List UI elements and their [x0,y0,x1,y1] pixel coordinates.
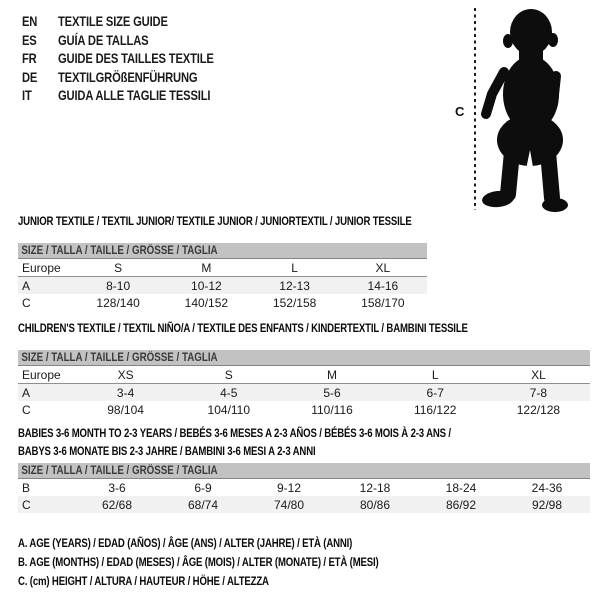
size-cell: 4-5 [220,385,238,400]
size-cell: 3-4 [116,385,135,400]
table-row [18,496,590,513]
table-row [18,259,427,277]
row-label: B [22,480,31,495]
lang-title: TEXTILE SIZE GUIDE [58,13,168,29]
size-cell: 152/158 [272,295,317,310]
size-cell: 128/140 [96,295,140,310]
size-cell: 140/152 [184,295,229,310]
size-cell: 158/170 [361,295,405,310]
size-header-text: SIZE / TALLA / TAILLE / GRÖSSE / TAGLIA [21,464,218,477]
lang-row-fr [22,50,214,66]
footnote-c: C. (cm) HEIGHT / ALTURA / HAUTEUR / HÖHE / ALTEZZA [18,574,269,588]
junior-table-title: JUNIOR TEXTILE / TEXTIL JUNIOR/ TEXTILE JUNIOR / JUNIORTEXTIL / JUNIOR TESSILE [18,214,412,228]
size-cell: M [201,260,212,275]
lang-code: DE [22,68,38,85]
lang-row-de [22,69,197,85]
footnote-a: A. AGE (YEARS) / EDAD (AÑOS) / ÂGE (ANS) / ALTER (JAHRE) / ETÀ (ANNI) [18,536,353,550]
table-row [18,479,590,496]
lang-row-it [22,87,210,103]
size-cell: XL [375,260,391,275]
lang-code: EN [22,13,38,29]
size-cell: 24-36 [531,480,563,495]
size-cell: 110/116 [311,402,353,417]
row-label: C [22,402,31,417]
size-cell: 12-13 [279,278,310,293]
lang-title: TEXTILGRÖßENFÜHRUNG [58,68,198,85]
lang-title: GUIDE DES TAILLES TEXTILE [58,50,214,66]
row-label: A [22,278,31,293]
baby-silhouette-icon [440,2,600,217]
lang-code: ES [22,31,37,48]
size-cell: 92/98 [531,497,563,512]
size-cell: 6-7 [426,385,444,400]
size-cell: 14-16 [367,278,399,293]
size-header-bar [18,243,427,259]
size-cell: 5-6 [323,385,341,400]
size-cell: 86/92 [445,497,477,512]
children-size-table [18,350,590,418]
table-row [18,277,427,294]
row-label: C [22,497,31,512]
size-cell: M [327,367,337,382]
lang-row-en [22,13,168,29]
babies-table-title-line1: BABIES 3-6 MONTH TO 2-3 YEARS / BEBÉS 3-6 MESES A 2-3 AÑOS / BÉBÉS 3-6 MOIS À 2-3 ANS / [18,426,451,440]
row-label: A [22,385,31,400]
size-header-bar [18,350,590,366]
size-cell: 3-6 [108,480,126,495]
lang-title: GUIDA ALLE TAGLIE TESSILI [58,87,211,103]
size-cell: 68/74 [187,497,219,512]
row-label: Europe [22,260,61,275]
children-table-title: CHILDREN'S TEXTILE / TEXTIL NIÑO/A / TEXTILE DES ENFANTS / KINDERTEXTIL / BAMBINI TESSILE [18,321,468,335]
size-cell: 12-18 [359,480,391,495]
size-cell: 116/122 [413,402,457,417]
size-cell: S [224,367,233,382]
size-header-text: SIZE / TALLA / TAILLE / GRÖSSE / TAGLIA [21,351,218,364]
lang-code: FR [22,50,37,66]
table-row [18,294,427,311]
size-cell: 122/128 [516,402,561,417]
size-cell: 18-24 [445,480,477,495]
size-cell: 8-10 [106,278,131,293]
lang-title: GUÍA DE TALLAS [58,31,149,48]
size-cell: XS [117,367,134,382]
size-cell: 104/110 [207,402,251,417]
size-cell: 7-8 [529,385,548,400]
table-row [18,366,590,384]
size-cell: 10-12 [191,278,222,293]
row-label: C [22,295,31,310]
size-cell: 6-9 [194,480,212,495]
lang-code: IT [22,87,32,103]
size-cell: XL [531,367,546,382]
table-row [18,401,590,418]
babies-size-table [18,463,590,513]
size-cell: 80/86 [359,497,391,512]
size-cell: 9-12 [276,480,302,495]
size-header-bar [18,463,590,479]
table-row [18,384,590,401]
junior-size-table [18,243,427,311]
babies-table-title-line2: BABYS 3-6 MONATE BIS 2-3 JAHRE / BAMBINI 3-6 MESI A 2-3 ANNI [18,444,316,458]
size-cell: L [291,260,298,275]
size-cell: 74/80 [273,497,305,512]
row-label: Europe [22,367,61,382]
size-cell: L [431,367,439,382]
lang-row-es [22,32,148,48]
footnote-b: B. AGE (MONTHS) / EDAD (MESES) / ÂGE (MOIS) / ALTER (MONATE) / ETÀ (MESI) [18,555,379,569]
figure-height-label: C [455,104,465,119]
size-cell: 62/68 [101,497,133,512]
size-cell: S [114,260,123,275]
size-header-text: SIZE / TALLA / TAILLE / GRÖSSE / TAGLIA [21,244,218,257]
size-cell: 98/104 [107,402,144,417]
